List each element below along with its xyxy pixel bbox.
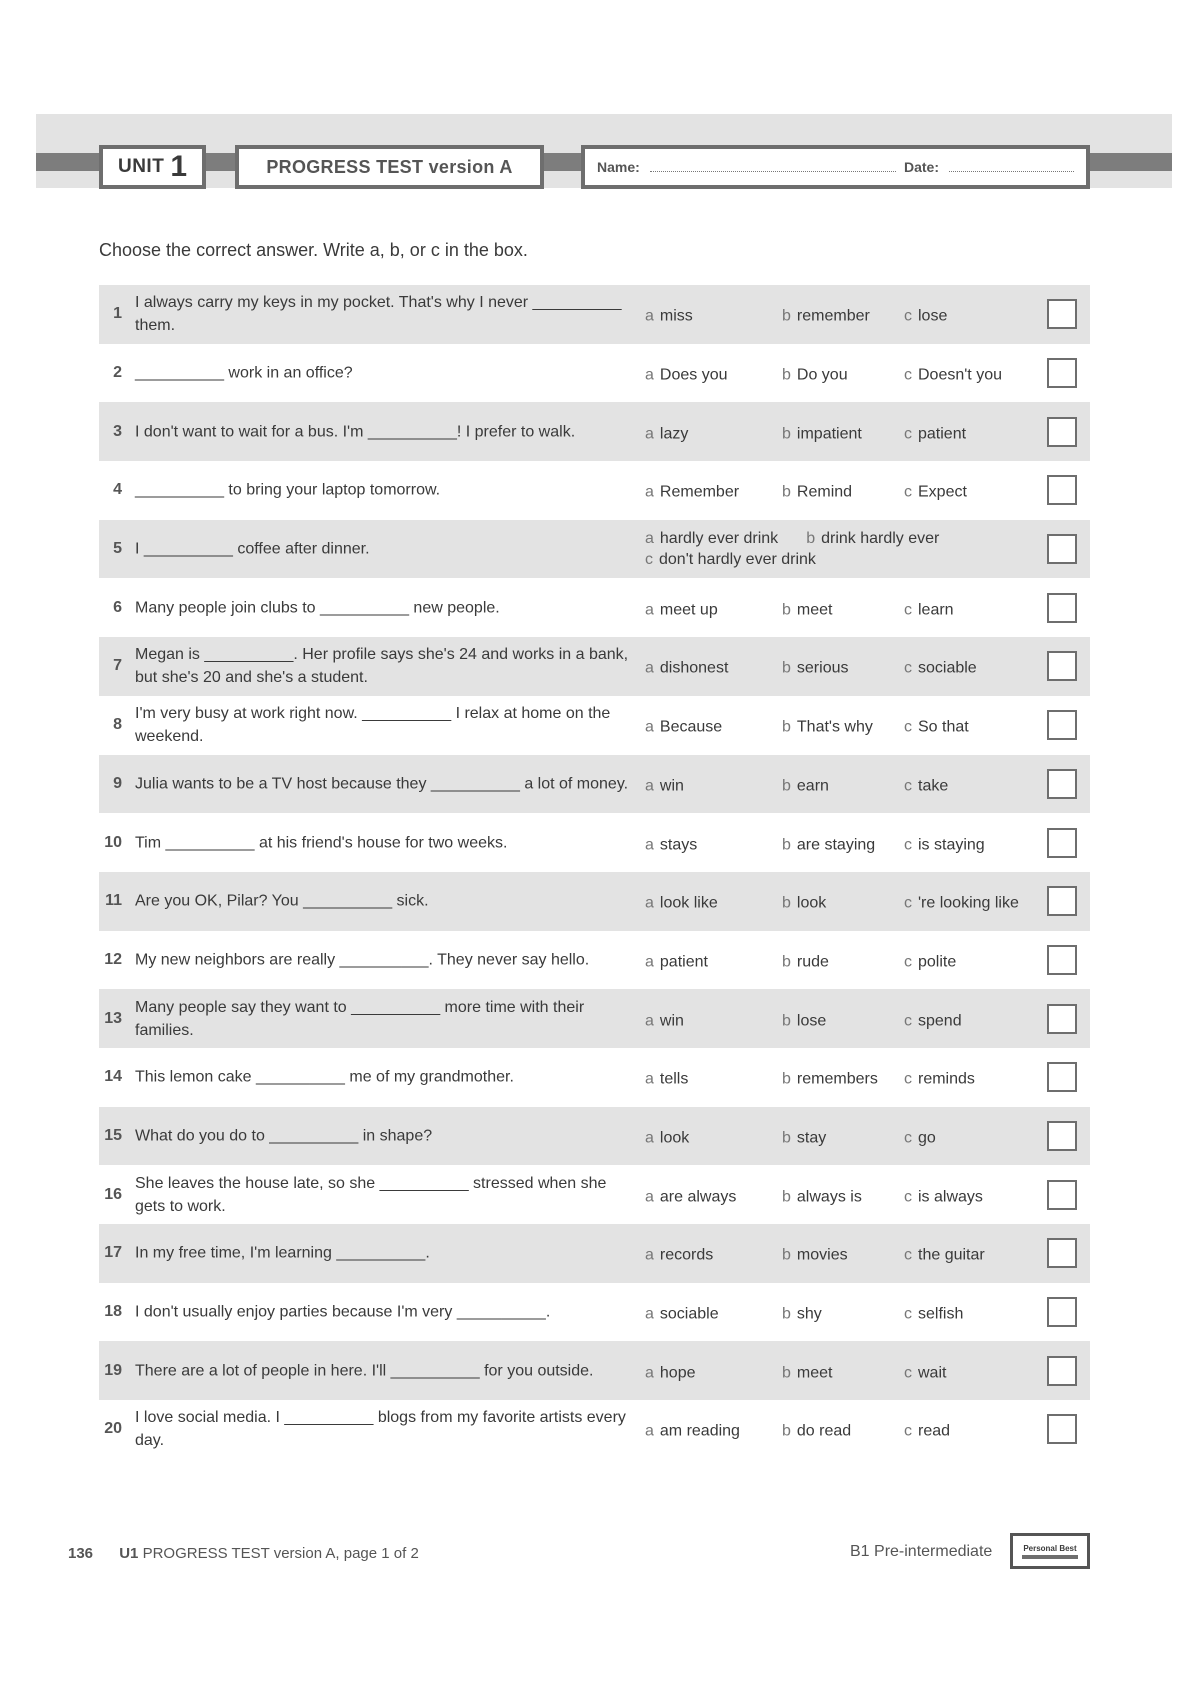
option-letter-a: a	[645, 1305, 654, 1323]
option-a-text: look like	[659, 894, 718, 912]
question-number: 12	[104, 950, 122, 968]
option-a-text: look	[659, 1129, 690, 1147]
option-a[interactable]	[645, 1012, 684, 1030]
option-a[interactable]	[645, 778, 684, 796]
option-a-text: Remember	[659, 484, 740, 502]
question-text: I don't usually enjoy parties because I'm very __________.	[135, 1303, 551, 1321]
option-b[interactable]	[782, 836, 875, 854]
option-letter-b: b	[782, 425, 791, 443]
question-text: Megan is __________. Her profile says she's 24 and works in a bank, but she's 20 and she's a student.	[135, 646, 629, 687]
option-letter-b: b	[782, 1012, 791, 1030]
option-c[interactable]	[904, 1423, 950, 1441]
question-row	[99, 520, 1090, 579]
option-a[interactable]	[645, 425, 688, 443]
answer-box[interactable]	[1047, 1414, 1077, 1444]
answer-box[interactable]	[1047, 828, 1077, 858]
answer-box[interactable]	[1047, 1356, 1077, 1386]
logo-bar	[1022, 1555, 1078, 1559]
question-text: Many people say they want to __________ more time with their families.	[135, 998, 585, 1039]
option-letter-b: b	[782, 894, 791, 912]
question-row	[99, 696, 1090, 755]
option-a[interactable]	[645, 1188, 736, 1206]
date-field[interactable]	[949, 171, 1074, 172]
option-letter-a: a	[645, 1070, 654, 1088]
option-letter-a: a	[645, 1247, 654, 1265]
option-a[interactable]	[645, 308, 693, 326]
answer-box[interactable]	[1047, 651, 1077, 681]
question-number: 18	[104, 1303, 122, 1321]
option-letter-c: c	[904, 1364, 912, 1382]
option-b[interactable]	[782, 1188, 862, 1206]
option-letter-b: b	[782, 718, 791, 736]
footer-level: B1 Pre-intermediate	[850, 1543, 993, 1560]
option-c-text: Doesn't you	[918, 366, 1002, 384]
option-b-text: Remind	[796, 484, 853, 502]
option-letter-b: b	[782, 366, 791, 384]
option-group	[645, 528, 939, 570]
unit-label-box	[99, 145, 206, 189]
answer-box[interactable]	[1047, 534, 1077, 564]
option-a[interactable]	[645, 1130, 689, 1148]
option-c-text: is always	[918, 1188, 983, 1206]
option-letter-c: c	[904, 836, 912, 854]
question-text: There are a lot of people in here. I'll __________ for you outside.	[135, 1362, 594, 1380]
option-letter-a: a	[645, 1129, 654, 1147]
option-letter-b: b	[782, 1070, 791, 1088]
option-a-text: are always	[659, 1188, 737, 1206]
option-b[interactable]	[782, 954, 829, 972]
option-b-text: are staying	[796, 836, 876, 854]
option-b[interactable]	[782, 895, 826, 913]
name-date-box	[581, 145, 1090, 189]
question-row	[99, 813, 1090, 872]
option-c[interactable]: don't hardly ever drink	[659, 551, 816, 569]
option-b[interactable]	[782, 601, 832, 619]
option-a[interactable]	[645, 895, 718, 913]
option-b[interactable]	[782, 660, 848, 678]
question-text: I don't want to wait for a bus. I'm __________! I prefer to walk.	[135, 423, 576, 441]
option-b-text: serious	[796, 660, 849, 678]
option-letter-b: b	[782, 601, 791, 619]
option-c-text: patient	[918, 425, 967, 443]
option-letter-a: a	[645, 366, 654, 384]
option-c[interactable]	[904, 1247, 985, 1265]
option-a-text: win	[659, 777, 684, 795]
option-c-text: sociable	[918, 660, 977, 678]
question-number: 16	[104, 1185, 122, 1203]
option-c[interactable]	[904, 1012, 962, 1030]
option-letter-c: c	[904, 1247, 912, 1265]
option-c-text: take	[918, 777, 949, 795]
option-a-text: lazy	[659, 425, 689, 443]
option-a-text: sociable	[659, 1305, 719, 1323]
option-a-text: records	[659, 1247, 714, 1265]
option-b-text: That's why	[796, 718, 873, 736]
option-c-text: reminds	[918, 1070, 975, 1088]
name-label: Name:	[597, 159, 640, 175]
option-b-text: rude	[796, 953, 829, 971]
question-text: __________ to bring your laptop tomorrow.	[135, 481, 441, 499]
question-row	[99, 1341, 1090, 1400]
option-letter-b: b	[782, 484, 791, 502]
option-a-text: am reading	[659, 1423, 740, 1441]
option-b-text: Do you	[796, 366, 848, 384]
option-c[interactable]	[904, 895, 1019, 913]
question-text: I __________ coffee after dinner.	[135, 540, 370, 558]
option-b-text: remember	[796, 308, 870, 326]
option-c-text: is staying	[918, 836, 985, 854]
option-letter-c: c	[904, 1188, 912, 1206]
option-letter-b: b	[782, 1247, 791, 1265]
option-c[interactable]	[904, 425, 966, 443]
option-a-text: hope	[659, 1364, 696, 1382]
option-b[interactable]	[782, 719, 873, 737]
question-number: 1	[113, 305, 122, 323]
option-letter-c: c	[904, 308, 912, 326]
option-letter-a: a	[645, 530, 654, 548]
answer-box[interactable]	[1047, 417, 1077, 447]
option-c[interactable]	[904, 1130, 936, 1148]
test-title-box	[235, 145, 544, 189]
option-c[interactable]	[904, 601, 954, 619]
option-a[interactable]	[645, 660, 728, 678]
option-a-text: patient	[659, 953, 708, 971]
option-letter-b: b	[806, 530, 816, 548]
question-row	[99, 989, 1090, 1048]
option-b-text: lose	[796, 1012, 827, 1030]
option-c[interactable]	[904, 308, 947, 326]
question-number: 9	[113, 774, 122, 792]
option-letter-b: b	[782, 660, 791, 678]
option-c-text: wait	[918, 1364, 947, 1382]
answer-box[interactable]	[1047, 475, 1077, 505]
option-c[interactable]	[904, 484, 967, 502]
question-number: 8	[113, 716, 122, 734]
question-text: In my free time, I'm learning __________.	[135, 1244, 430, 1262]
option-c[interactable]	[904, 1306, 963, 1324]
question-number: 7	[113, 657, 122, 675]
option-a-text: miss	[659, 308, 693, 326]
option-c-text: lose	[918, 308, 948, 326]
option-letter-c: c	[904, 1070, 912, 1088]
option-b-text: do read	[796, 1423, 852, 1441]
option-b-text: earn	[796, 777, 829, 795]
answer-box[interactable]	[1047, 1238, 1077, 1268]
option-c[interactable]	[904, 1188, 983, 1206]
question-number: 10	[104, 833, 122, 851]
option-b[interactable]	[782, 1364, 832, 1382]
option-a[interactable]	[645, 1306, 719, 1324]
question-row	[99, 637, 1090, 696]
option-letter-b: b	[782, 777, 791, 795]
question-row	[99, 402, 1090, 461]
question-text: My new neighbors are really __________. They never say hello.	[135, 951, 590, 969]
option-letter-a: a	[645, 1364, 654, 1382]
question-number: 4	[113, 481, 122, 499]
question-number: 17	[104, 1244, 122, 1262]
option-letter-b: b	[782, 1188, 791, 1206]
question-number: 15	[104, 1126, 122, 1144]
answer-box[interactable]	[1047, 886, 1077, 916]
option-a[interactable]	[645, 719, 722, 737]
question-number: 14	[104, 1068, 122, 1086]
option-b[interactable]	[782, 1306, 822, 1324]
option-letter-c: c	[904, 425, 912, 443]
answer-box[interactable]	[1047, 358, 1077, 388]
option-a[interactable]	[645, 484, 739, 502]
question-row	[99, 872, 1090, 931]
question-text: Tim __________ at his friend's house for two weeks.	[135, 834, 508, 852]
answer-box[interactable]	[1047, 945, 1077, 975]
option-letter-b: b	[782, 1364, 791, 1382]
option-a-text: Because	[659, 718, 723, 736]
option-c-text: spend	[918, 1012, 962, 1030]
option-letter-c: c	[904, 366, 912, 384]
unit-word: UNIT	[117, 156, 165, 177]
answer-box[interactable]	[1047, 1062, 1077, 1092]
option-b-text: meet	[796, 1364, 833, 1382]
option-b-text: movies	[796, 1247, 848, 1265]
option-a[interactable]: hardly ever drink	[659, 530, 779, 548]
question-text: I love social media. I __________ blogs from my favorite artists every day.	[135, 1409, 626, 1450]
option-c-text: selfish	[918, 1305, 964, 1323]
question-text: She leaves the house late, so she __________ stressed when she gets to work.	[135, 1174, 607, 1215]
option-c-text: polite	[918, 953, 957, 971]
option-letter-c: c	[904, 894, 912, 912]
option-b[interactable]	[782, 1130, 826, 1148]
option-b[interactable]	[782, 484, 852, 502]
option-c[interactable]	[904, 1071, 975, 1089]
option-c-text: Expect	[918, 484, 967, 502]
option-c[interactable]	[904, 660, 977, 678]
option-a[interactable]	[645, 1247, 713, 1265]
option-b[interactable]	[782, 425, 862, 443]
question-row	[99, 1165, 1090, 1224]
option-c-text: go	[918, 1129, 936, 1147]
option-a[interactable]	[645, 954, 708, 972]
option-letter-b: b	[782, 953, 791, 971]
option-letter-b: b	[782, 1305, 791, 1323]
question-text: __________ work in an office?	[135, 364, 353, 382]
option-a-text: meet up	[659, 601, 718, 619]
question-row	[99, 1283, 1090, 1342]
question-row	[99, 1048, 1090, 1107]
option-letter-a: a	[645, 1012, 654, 1030]
option-a[interactable]	[645, 1071, 688, 1089]
option-c-text: the guitar	[918, 1247, 985, 1265]
option-b-text: stay	[796, 1129, 827, 1147]
option-letter-c: c	[904, 1423, 912, 1441]
option-c[interactable]	[904, 778, 948, 796]
question-row	[99, 1224, 1090, 1283]
option-b[interactable]	[782, 1423, 851, 1441]
option-letter-a: a	[645, 894, 654, 912]
option-letter-a: a	[645, 718, 654, 736]
option-b-text: always is	[796, 1188, 862, 1206]
name-field[interactable]	[650, 171, 896, 172]
option-b[interactable]	[782, 1247, 848, 1265]
option-letter-a: a	[645, 1188, 654, 1206]
option-letter-b: b	[782, 1129, 791, 1147]
option-letter-a: a	[645, 777, 654, 795]
option-b[interactable]	[782, 1012, 826, 1030]
option-letter-c: c	[904, 718, 912, 736]
option-b[interactable]	[782, 1071, 878, 1089]
question-text: This lemon cake __________ me of my grandmother.	[135, 1068, 514, 1086]
question-row	[99, 1400, 1090, 1459]
option-letter-a: a	[645, 953, 654, 971]
option-c-text: 're looking like	[918, 894, 1019, 912]
question-number: 2	[113, 364, 122, 382]
option-a-text: Does you	[659, 366, 728, 384]
question-table	[99, 285, 1090, 1459]
option-letter-a: a	[645, 660, 654, 678]
footer-unit-ref: U1	[119, 1545, 139, 1562]
question-number: 6	[113, 598, 122, 616]
option-letter-c: c	[904, 660, 912, 678]
question-row	[99, 578, 1090, 637]
option-c[interactable]	[904, 836, 985, 854]
option-letter-c: c	[904, 953, 912, 971]
option-a-text: dishonest	[659, 660, 729, 678]
page-number: 136	[68, 1545, 94, 1562]
publisher-logo	[1010, 1533, 1090, 1569]
instruction-text: Choose the correct answer. Write a, b, or c in the box.	[99, 240, 528, 260]
question-number: 3	[113, 422, 122, 440]
option-b[interactable]: drink hardly ever	[821, 530, 940, 548]
question-row	[99, 285, 1090, 344]
option-letter-a: a	[645, 836, 654, 854]
option-b-text: shy	[796, 1305, 822, 1323]
question-text: Are you OK, Pilar? You __________ sick.	[135, 892, 429, 910]
question-number: 20	[104, 1420, 122, 1438]
question-text: Many people join clubs to __________ new people.	[135, 599, 500, 617]
option-letter-c: c	[904, 777, 912, 795]
option-letter-a: a	[645, 308, 654, 326]
option-b-text: remembers	[796, 1070, 878, 1088]
option-letter-c: c	[904, 1305, 912, 1323]
question-row	[99, 755, 1090, 814]
option-c[interactable]	[904, 367, 1002, 385]
question-text: What do you do to __________ in shape?	[135, 1127, 433, 1145]
footer-left	[68, 1545, 419, 1562]
unit-number: 1	[170, 150, 187, 183]
option-letter-b: b	[782, 836, 791, 854]
question-row	[99, 461, 1090, 520]
answer-box[interactable]	[1047, 1121, 1077, 1151]
option-b-text: meet	[796, 601, 833, 619]
question-row	[99, 931, 1090, 990]
question-row	[99, 1107, 1090, 1166]
option-a-text: stays	[659, 836, 698, 854]
option-a-text: tells	[659, 1070, 689, 1088]
option-b-text: look	[796, 894, 827, 912]
option-c[interactable]	[904, 719, 969, 737]
option-c[interactable]	[904, 1364, 946, 1382]
question-text: I'm very busy at work right now. __________ I relax at home on the weekend.	[135, 705, 611, 746]
option-letter-c: c	[645, 551, 653, 569]
option-letter-c: c	[904, 484, 912, 502]
question-text: Julia wants to be a TV host because they __________ a lot of money.	[135, 775, 629, 793]
option-letter-a: a	[645, 484, 654, 502]
question-row	[99, 344, 1090, 403]
answer-box[interactable]	[1047, 1004, 1077, 1034]
option-b[interactable]	[782, 308, 870, 326]
option-b-text: impatient	[796, 425, 862, 443]
question-text: I always carry my keys in my pocket. That's why I never __________ them.	[135, 294, 622, 335]
answer-box[interactable]	[1047, 1297, 1077, 1327]
option-a[interactable]	[645, 367, 728, 385]
option-letter-b: b	[782, 1423, 791, 1441]
option-letter-c: c	[904, 1012, 912, 1030]
test-title: PROGRESS TEST version A	[266, 156, 513, 177]
answer-box[interactable]	[1047, 299, 1077, 329]
footer-test-ref: PROGRESS TEST version A, page 1 of 2	[142, 1545, 419, 1562]
option-letter-c: c	[904, 1129, 912, 1147]
option-a-text: win	[659, 1012, 684, 1030]
question-number: 11	[105, 892, 122, 910]
answer-box[interactable]	[1047, 593, 1077, 623]
option-a[interactable]	[645, 601, 718, 619]
option-letter-b: b	[782, 308, 791, 326]
option-b[interactable]	[782, 778, 829, 796]
logo-text: Personal Best	[1023, 1543, 1077, 1553]
option-letter-a: a	[645, 425, 654, 443]
option-c-text: read	[918, 1423, 951, 1441]
option-letter-a: a	[645, 601, 654, 619]
option-a[interactable]	[645, 1364, 696, 1382]
option-a[interactable]	[645, 836, 697, 854]
answer-box[interactable]	[1047, 1180, 1077, 1210]
answer-box[interactable]	[1047, 710, 1077, 740]
option-b[interactable]	[782, 367, 848, 385]
option-c-text: learn	[918, 601, 954, 619]
option-c[interactable]	[904, 954, 956, 972]
answer-box[interactable]	[1047, 769, 1077, 799]
option-letter-c: c	[904, 601, 912, 619]
question-number: 5	[113, 540, 122, 558]
option-a[interactable]	[645, 1423, 740, 1441]
question-number: 19	[104, 1361, 122, 1379]
option-letter-a: a	[645, 1423, 654, 1441]
date-label: Date:	[903, 159, 939, 175]
question-number: 13	[104, 1009, 122, 1027]
option-c-text: So that	[918, 718, 969, 736]
